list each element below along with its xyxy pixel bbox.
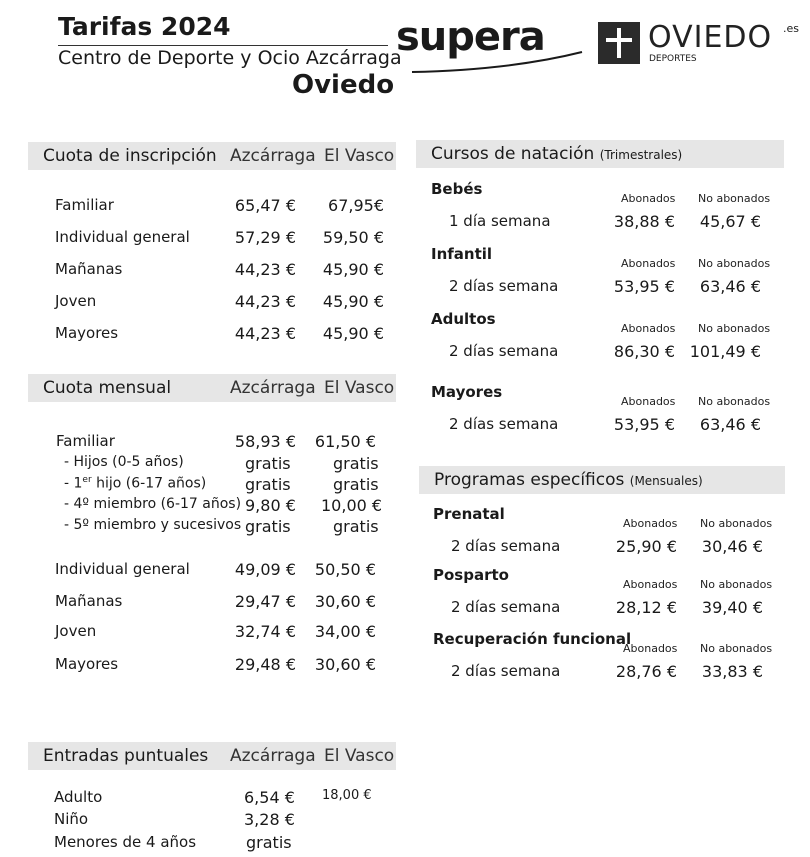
natacion-col-no-abonados: No abonados <box>698 257 771 270</box>
entradas-row-vasco: 18,00 € <box>322 788 372 803</box>
natacion-col-no-abonados: No abonados <box>698 395 771 408</box>
mensual-familiar-vasco: 61,50 € <box>314 432 376 451</box>
mensual-sub-label: - 4º miembro (6-17 años) <box>64 496 242 512</box>
mensual-sub-vasco: gratis <box>333 454 379 473</box>
inscripcion-row-vasco: 45,90 € <box>322 324 384 343</box>
mensual-familiar-label: Familiar <box>56 432 115 450</box>
natacion-row-abonados: 38,88 € <box>613 212 675 231</box>
entradas-row-label: Menores de 4 años <box>54 833 197 851</box>
oviedo-logo-sub: DEPORTES <box>649 54 697 64</box>
natacion-title: Cursos de natación (Trimestrales) <box>431 144 683 164</box>
mensual-sub-vasco: gratis <box>333 475 379 494</box>
mensual-row-vasco: 34,00 € <box>314 622 376 641</box>
mensual-row-azcarraga: 29,48 € <box>234 655 296 674</box>
natacion-row-no-abonados: 101,49 € <box>689 342 761 361</box>
natacion-row-label: 2 días semana <box>449 415 559 433</box>
natacion-group-name: Mayores <box>431 383 503 401</box>
entradas-title: Entradas puntuales <box>43 746 209 766</box>
inscripcion-row-vasco: 59,50 € <box>322 228 384 247</box>
inscripcion-row-label: Joven <box>55 292 97 310</box>
programas-col-abonados: Abonados <box>623 517 678 530</box>
natacion-row-abonados: 53,95 € <box>613 277 675 296</box>
page-subtitle: Centro de Deporte y Ocio Azcárraga <box>58 47 402 69</box>
programas-row-abonados: 28,12 € <box>615 598 677 617</box>
natacion-col-abonados: Abonados <box>621 395 676 408</box>
programas-row-label: 2 días semana <box>451 662 561 680</box>
mensual-familiar-azcarraga: 58,93 € <box>234 432 296 451</box>
natacion-row-no-abonados: 63,46 € <box>699 415 761 434</box>
mensual-row-azcarraga: 49,09 € <box>234 560 296 579</box>
programas-col-no-abonados: No abonados <box>700 578 773 591</box>
programas-row-abonados: 25,90 € <box>615 537 677 556</box>
programas-row-no-abonados: 30,46 € <box>701 537 763 556</box>
natacion-col-no-abonados: No abonados <box>698 322 771 335</box>
inscripcion-row-label: Individual general <box>55 228 190 246</box>
oviedo-logo-es: .es <box>783 22 799 35</box>
inscripcion-title: Cuota de inscripción <box>43 146 217 166</box>
supera-logo: supera <box>396 14 545 60</box>
programas-col-no-abonados: No abonados <box>700 517 773 530</box>
natacion-row-label: 2 días semana <box>449 342 559 360</box>
natacion-col-abonados: Abonados <box>621 257 676 270</box>
inscripcion-col-vasco: El Vasco <box>324 146 395 166</box>
inscripcion-row-label: Mayores <box>55 324 119 342</box>
inscripcion-row-vasco: 67,95€ <box>328 196 384 215</box>
natacion-group-name: Adultos <box>431 310 496 328</box>
inscripcion-row-azcarraga: 44,23 € <box>234 292 296 311</box>
city-name: Oviedo <box>292 70 395 100</box>
inscripcion-row-label: Familiar <box>55 196 114 214</box>
natacion-col-no-abonados: No abonados <box>698 192 771 205</box>
natacion-group-name: Bebés <box>431 180 483 198</box>
natacion-row-abonados: 86,30 € <box>613 342 675 361</box>
entradas-col-azcarraga: Azcárraga <box>230 746 316 766</box>
mensual-row-vasco: 30,60 € <box>314 592 376 611</box>
programas-row-label: 2 días semana <box>451 537 561 555</box>
mensual-sub-label: - 1er hijo (6-17 años) <box>64 475 207 492</box>
title-rule <box>58 45 388 46</box>
natacion-row-abonados: 53,95 € <box>613 415 675 434</box>
entradas-row-label: Adulto <box>54 788 103 806</box>
mensual-sub-azcarraga: gratis <box>245 454 291 473</box>
entradas-row-azcarraga: 3,28 € <box>244 810 295 829</box>
natacion-col-abonados: Abonados <box>621 322 676 335</box>
natacion-row-label: 2 días semana <box>449 277 559 295</box>
mensual-sub-azcarraga: 9,80 € <box>245 496 296 515</box>
mensual-col-vasco: El Vasco <box>324 378 395 398</box>
programas-row-no-abonados: 39,40 € <box>701 598 763 617</box>
programas-group-name: Prenatal <box>433 505 505 523</box>
mensual-sub-azcarraga: gratis <box>245 517 291 536</box>
inscripcion-row-azcarraga: 57,29 € <box>234 228 296 247</box>
programas-row-no-abonados: 33,83 € <box>701 662 763 681</box>
programas-row-label: 2 días semana <box>451 598 561 616</box>
programas-col-abonados: Abonados <box>623 578 678 591</box>
oviedo-logo: OVIEDO <box>648 20 773 55</box>
natacion-row-no-abonados: 45,67 € <box>699 212 761 231</box>
mensual-sub-vasco: gratis <box>333 517 379 536</box>
programas-col-abonados: Abonados <box>623 642 678 655</box>
entradas-row-azcarraga: gratis <box>246 833 292 852</box>
entradas-row-label: Niño <box>54 810 89 828</box>
page-title: Tarifas 2024 <box>58 12 231 41</box>
mensual-row-azcarraga: 29,47 € <box>234 592 296 611</box>
programas-group-name: Recuperación funcional <box>433 630 632 648</box>
entradas-row-azcarraga: 6,54 € <box>244 788 295 807</box>
programas-row-abonados: 28,76 € <box>615 662 677 681</box>
inscripcion-col-azcarraga: Azcárraga <box>230 146 316 166</box>
inscripcion-row-label: Mañanas <box>55 260 123 278</box>
supera-swoosh-icon <box>410 50 590 76</box>
mensual-sub-label: - Hijos (0-5 años) <box>64 454 184 470</box>
mensual-row-label: Joven <box>55 622 97 640</box>
mensual-row-vasco: 30,60 € <box>314 655 376 674</box>
inscripcion-row-azcarraga: 65,47 € <box>234 196 296 215</box>
mensual-sub-label: - 5º miembro y sucesivos <box>64 517 242 533</box>
mensual-sub-vasco: 10,00 € <box>321 496 383 515</box>
natacion-row-label: 1 día semana <box>449 212 551 230</box>
mensual-row-label: Individual general <box>55 560 190 578</box>
inscripcion-row-azcarraga: 44,23 € <box>234 260 296 279</box>
inscripcion-row-azcarraga: 44,23 € <box>234 324 296 343</box>
natacion-row-no-abonados: 63,46 € <box>699 277 761 296</box>
programas-title: Programas específicos (Mensuales) <box>434 470 703 490</box>
mensual-row-label: Mayores <box>55 655 119 673</box>
natacion-group-name: Infantil <box>431 245 493 263</box>
programas-col-no-abonados: No abonados <box>700 642 773 655</box>
mensual-row-azcarraga: 32,74 € <box>234 622 296 641</box>
mensual-col-azcarraga: Azcárraga <box>230 378 316 398</box>
entradas-col-vasco: El Vasco <box>324 746 395 766</box>
mensual-row-label: Mañanas <box>55 592 123 610</box>
mensual-sub-azcarraga: gratis <box>245 475 291 494</box>
natacion-col-abonados: Abonados <box>621 192 676 205</box>
inscripcion-row-vasco: 45,90 € <box>322 292 384 311</box>
mensual-row-vasco: 50,50 € <box>314 560 376 579</box>
programas-group-name: Posparto <box>433 566 509 584</box>
inscripcion-row-vasco: 45,90 € <box>322 260 384 279</box>
oviedo-cross-icon <box>598 22 640 64</box>
mensual-title: Cuota mensual <box>43 378 172 398</box>
